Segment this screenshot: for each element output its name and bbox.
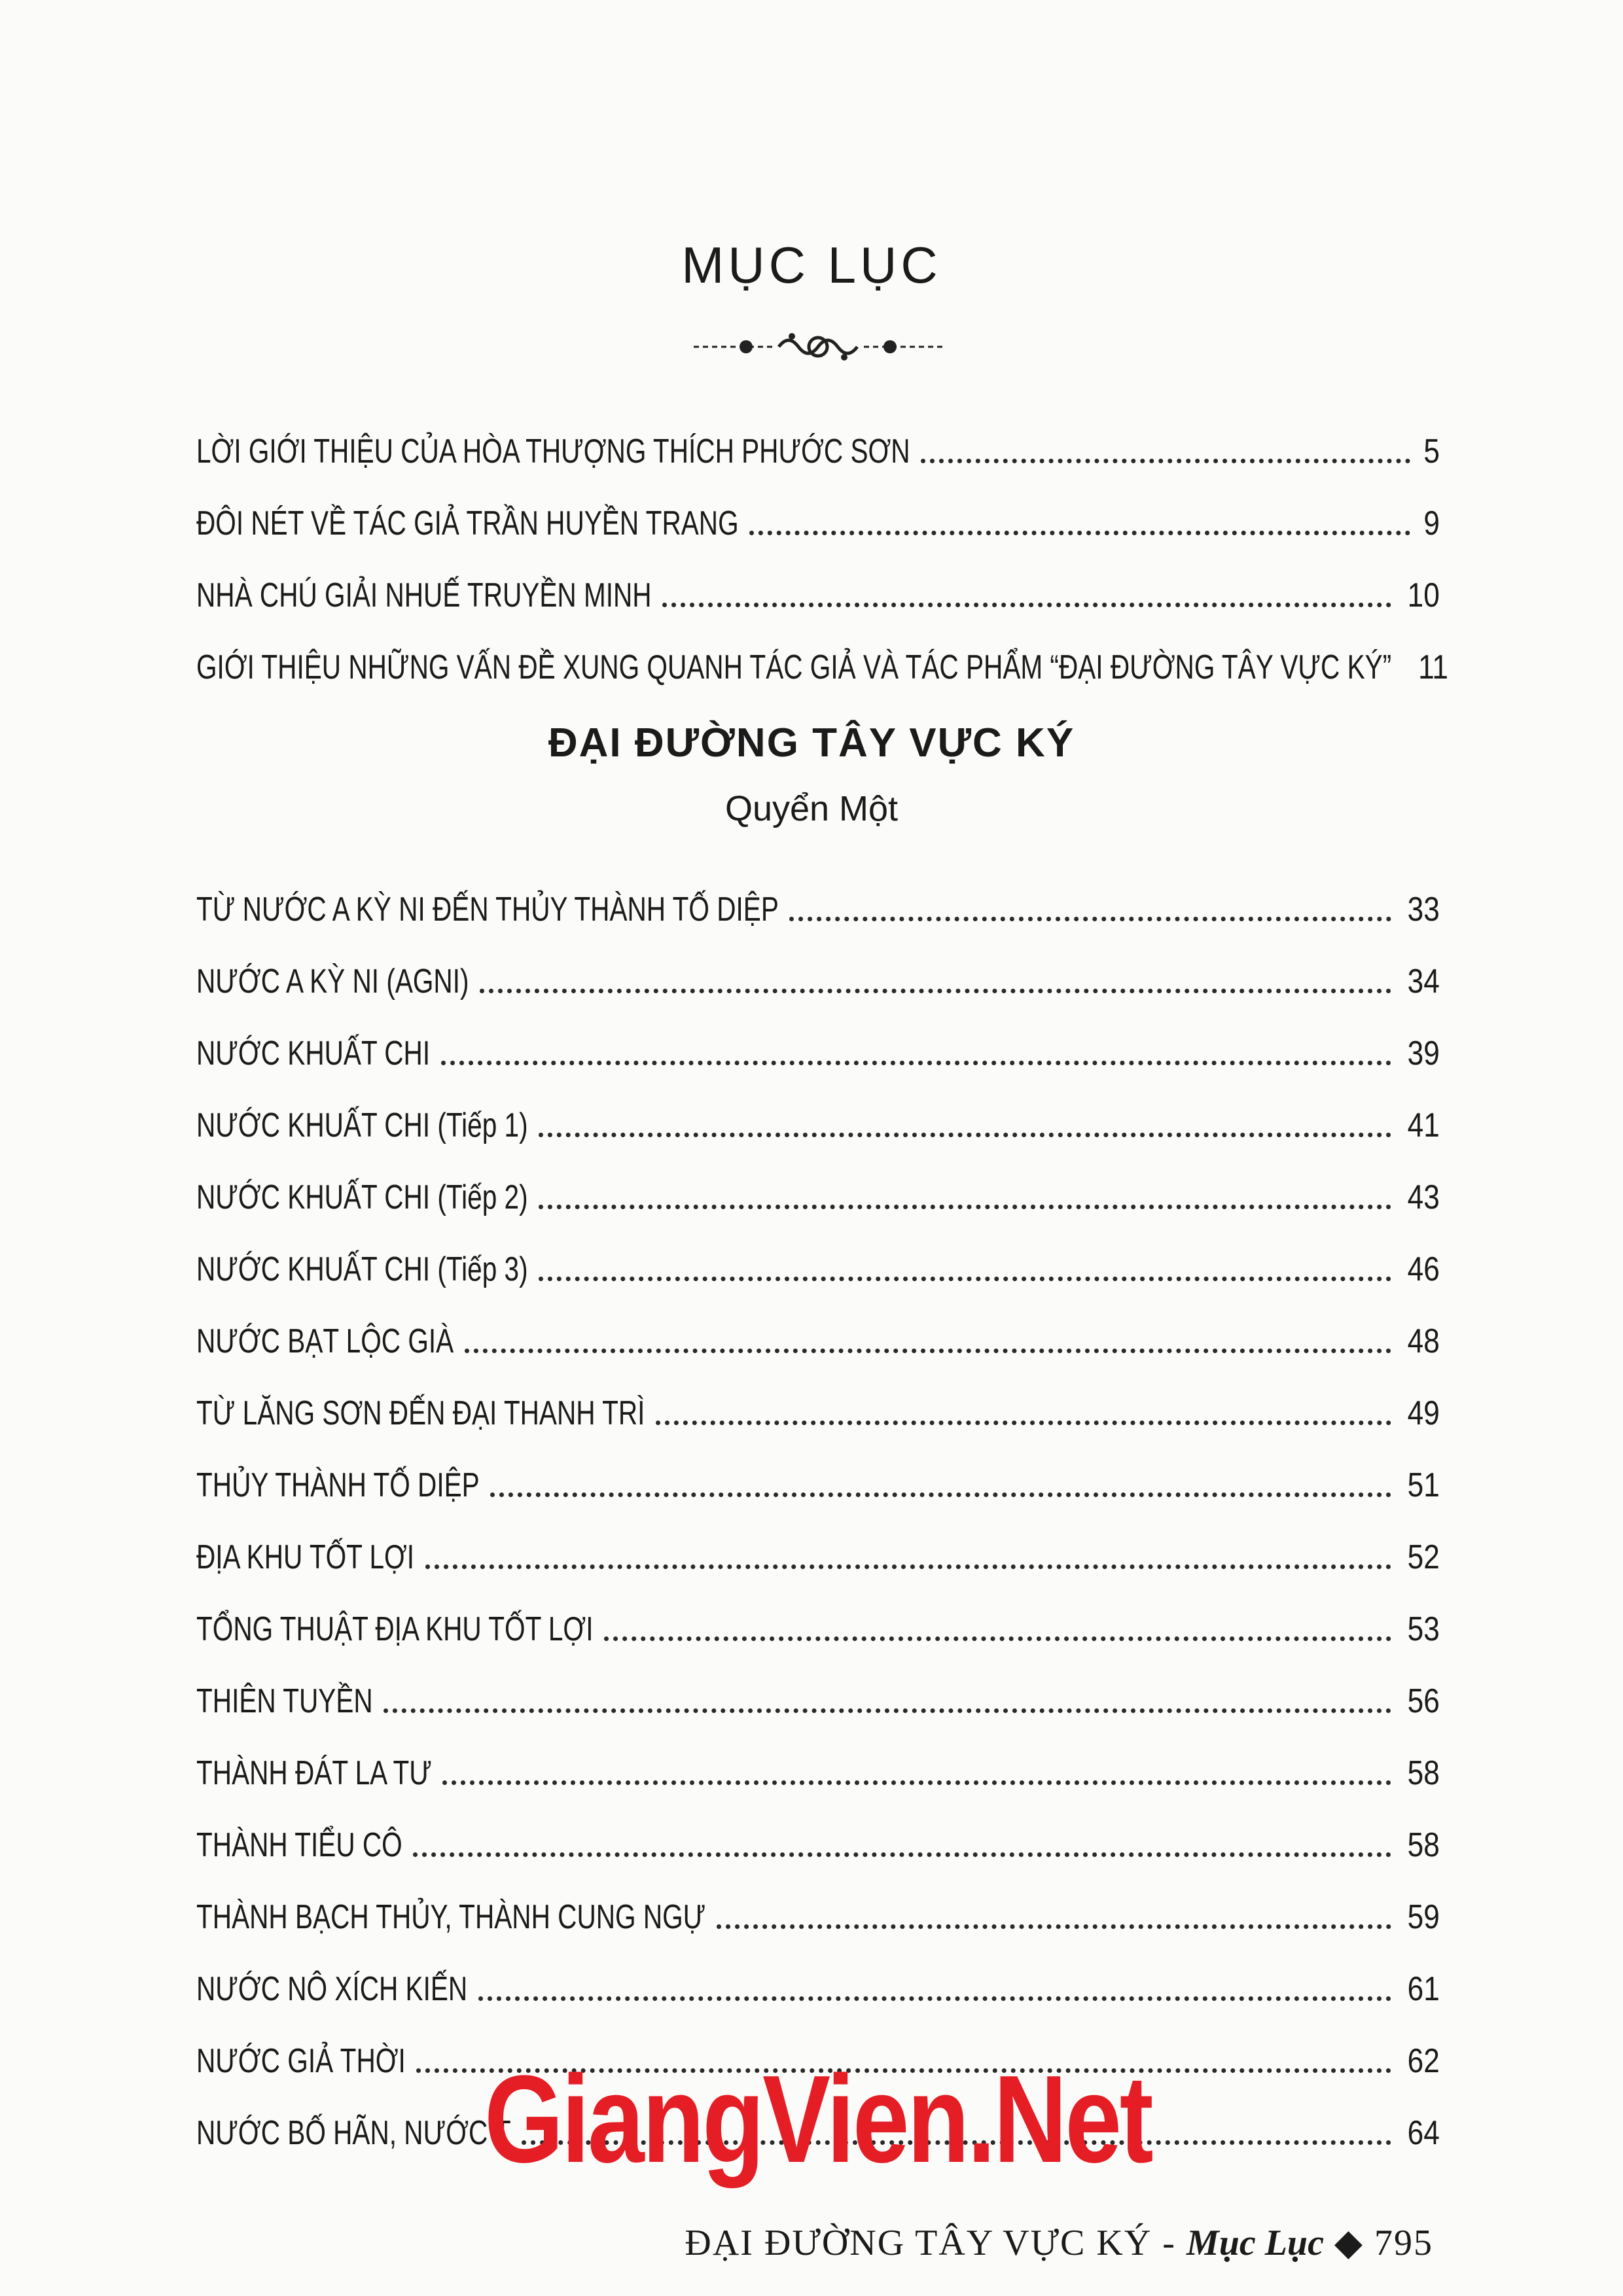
toc-entry-label: GIỚI THIỆU NHỮNG VẤN ĐỀ XUNG QUANH TÁC GIẢ VÀ TÁC PHẨM “ĐẠI ĐƯỜNG TÂY VỰC KÝ” xyxy=(196,648,1392,686)
toc-entry[interactable] xyxy=(196,399,1440,471)
toc-entry-label: THÀNH TIỂU CÔ xyxy=(196,1826,402,1864)
toc-entry[interactable] xyxy=(196,1073,1440,1145)
footer-section: Mục Lục xyxy=(1186,2223,1324,2263)
toc-entry-label: ĐÔI NÉT VỀ TÁC GIẢ TRẦN HUYỀN TRANG xyxy=(196,504,739,542)
toc-entry-page: 61 xyxy=(1407,1970,1440,2008)
toc-entry-page: 64 xyxy=(1407,2114,1440,2152)
toc-entry[interactable] xyxy=(196,543,1440,615)
dot-leader xyxy=(662,602,1391,607)
toc-entry[interactable] xyxy=(196,471,1440,543)
toc-entry[interactable] xyxy=(196,1433,1440,1505)
toc-entry-label: ĐỊA KHU TỐT LỢI xyxy=(196,1538,415,1576)
dot-leader xyxy=(717,1924,1391,1929)
dot-leader xyxy=(490,1492,1391,1497)
toc-entry-page: 59 xyxy=(1407,1898,1440,1936)
toc-entry[interactable] xyxy=(196,1361,1440,1433)
toc-entry-label: NƯỚC BẠT LỘC GIÀ xyxy=(196,1322,454,1360)
dot-leader xyxy=(539,1276,1391,1281)
toc-entry-label: NHÀ CHÚ GIẢI NHUẾ TRUYỀN MINH xyxy=(196,576,652,614)
toc-entry[interactable] xyxy=(196,857,1440,929)
toc-entry-label: THÀNH ĐÁT LA TƯ xyxy=(196,1754,432,1792)
dot-leader xyxy=(480,988,1391,993)
toc-entry[interactable] xyxy=(196,615,1448,687)
toc-entry[interactable] xyxy=(196,1145,1440,1217)
dot-leader xyxy=(539,1204,1391,1209)
toc-entry-page: 34 xyxy=(1407,963,1440,1000)
toc-entry-label: THỦY THÀNH TỐ DIỆP xyxy=(196,1466,480,1504)
toc-entry[interactable] xyxy=(196,1865,1440,1937)
toc-entry-label: NƯỚC BỐ HÃN, NƯỚC T xyxy=(196,2114,511,2152)
toc-entry-label: NƯỚC NÔ XÍCH KIẾN xyxy=(196,1970,468,2008)
toc-entry-label: LỜI GIỚI THIỆU CỦA HÒA THƯỢNG THÍCH PHƯỚC SƠN xyxy=(196,433,910,470)
toc-entry-label: NƯỚC KHUẤT CHI xyxy=(196,1034,431,1072)
dot-leader xyxy=(441,1060,1391,1065)
dot-leader xyxy=(656,1420,1391,1425)
dot-leader xyxy=(478,1996,1391,2001)
dot-leader xyxy=(789,916,1391,921)
toc-entry-label: THÀNH BẠCH THỦY, THÀNH CUNG NGỰ xyxy=(196,1898,706,1936)
toc-entry[interactable] xyxy=(196,929,1440,1001)
toc-entry-page: 52 xyxy=(1407,1538,1440,1576)
toc-entry-page: 41 xyxy=(1407,1106,1440,1144)
toc-entry-page: 39 xyxy=(1407,1034,1440,1072)
page-title: MỤC LỤC xyxy=(681,236,942,294)
toc-entry[interactable] xyxy=(196,1577,1440,1649)
toc-entry[interactable] xyxy=(196,1001,1440,1073)
toc-entry-label: NƯỚC GIẢ THỜI xyxy=(196,2042,406,2080)
toc-entry-page: 43 xyxy=(1407,1178,1440,1216)
footer-separator: ◆ xyxy=(1323,2223,1374,2263)
dot-leader xyxy=(383,1708,1391,1713)
watermark: GiangVien.Net xyxy=(484,2050,1152,2189)
toc-entry[interactable] xyxy=(196,1793,1440,1865)
page-footer xyxy=(685,2221,1433,2264)
toc-entry-label: NƯỚC A KỲ NI (AGNI) xyxy=(196,963,469,1000)
footer-page-number: 795 xyxy=(1374,2223,1433,2263)
dot-leader xyxy=(921,458,1410,463)
dot-leader xyxy=(539,1132,1391,1137)
toc-entry-page: 58 xyxy=(1407,1754,1440,1792)
toc-entry-label: TỪ LĂNG SƠN ĐẾN ĐẠI THANH TRÌ xyxy=(196,1394,645,1432)
toc-entry-label: THIÊN TUYỀN xyxy=(196,1682,373,1720)
toc-entry-label: NƯỚC KHUẤT CHI (Tiếp 1) xyxy=(196,1106,528,1144)
dot-leader xyxy=(413,1852,1391,1857)
ornament-divider xyxy=(694,327,942,366)
section-subtitle: Quyển Một xyxy=(724,789,899,828)
toc-entry-page: 53 xyxy=(1407,1610,1440,1648)
toc-entry[interactable] xyxy=(196,1505,1440,1577)
toc-entry-page: 48 xyxy=(1407,1322,1440,1360)
dot-leader xyxy=(749,530,1410,535)
toc-entry-page: 33 xyxy=(1407,891,1440,928)
dot-leader xyxy=(442,1780,1391,1785)
section-title: ĐẠI ĐƯỜNG TÂY VỰC KÝ xyxy=(548,720,1075,766)
toc-entry-page: 9 xyxy=(1423,504,1440,542)
toc-entry-page: 51 xyxy=(1407,1466,1440,1504)
toc-entry-page: 58 xyxy=(1407,1826,1440,1864)
front-matter-list xyxy=(196,399,1448,687)
toc-entry-page: 49 xyxy=(1407,1394,1440,1432)
toc-entry-page: 56 xyxy=(1407,1682,1440,1720)
toc-entry-page: 62 xyxy=(1407,2042,1440,2080)
toc-entry-page: 46 xyxy=(1407,1250,1440,1288)
toc-entry-label: TỪ NƯỚC A KỲ NI ĐẾN THỦY THÀNH TỐ DIỆP xyxy=(196,891,779,928)
toc-entry[interactable] xyxy=(196,1937,1440,2009)
dot-leader xyxy=(604,1636,1391,1641)
toc-entry[interactable] xyxy=(196,1289,1440,1361)
toc-entry-page: 10 xyxy=(1407,576,1440,614)
toc-entry[interactable] xyxy=(196,1721,1440,1793)
toc-entry-label: NƯỚC KHUẤT CHI (Tiếp 3) xyxy=(196,1250,528,1288)
toc-entry-page: 11 xyxy=(1418,648,1448,686)
toc-entry-label: NƯỚC KHUẤT CHI (Tiếp 2) xyxy=(196,1178,528,1216)
toc-entry-label: TỔNG THUẬT ĐỊA KHU TỐT LỢI xyxy=(196,1610,594,1648)
toc-entries-list xyxy=(196,857,1440,2153)
dot-leader xyxy=(465,1348,1391,1353)
dot-leader xyxy=(425,1564,1391,1569)
toc-entry[interactable] xyxy=(196,1217,1440,1289)
toc-entry[interactable] xyxy=(196,1649,1440,1721)
toc-entry-page: 5 xyxy=(1423,433,1440,470)
footer-book-title: ĐẠI ĐƯỜNG TÂY VỰC KÝ - xyxy=(685,2223,1186,2263)
